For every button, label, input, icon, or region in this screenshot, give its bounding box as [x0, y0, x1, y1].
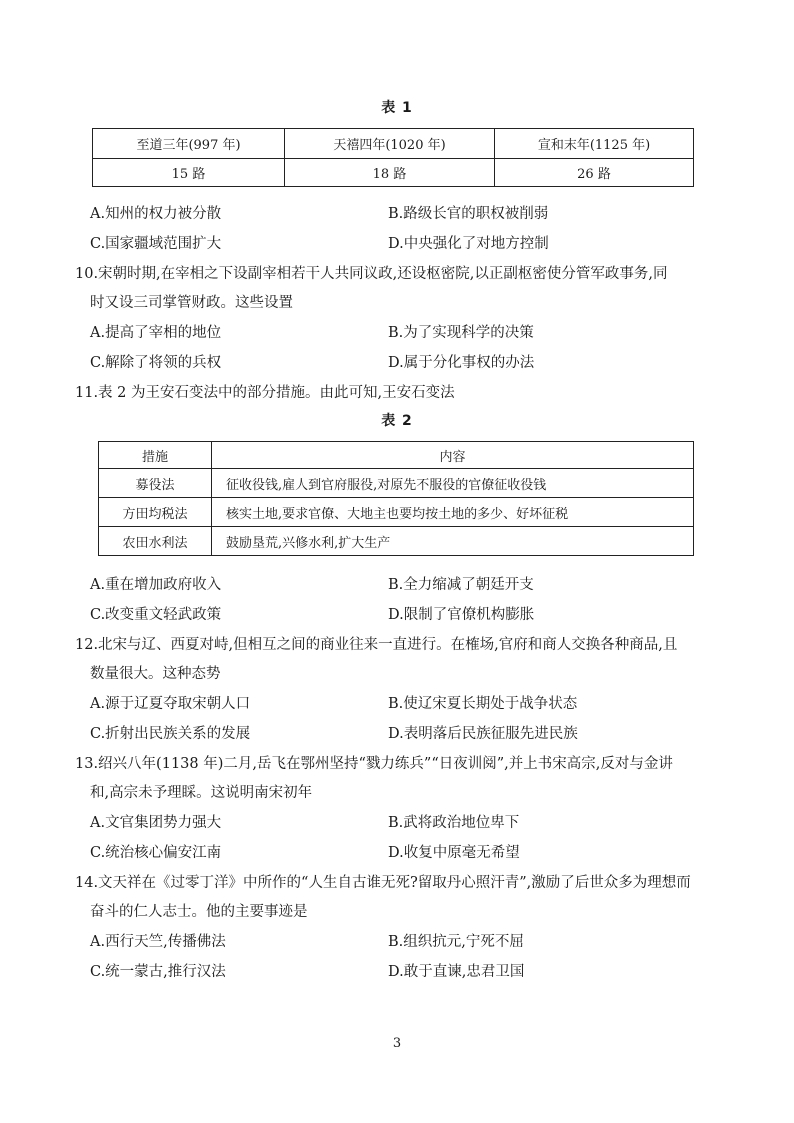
- q9-option-d: D.中央强化了对地方控制: [388, 236, 549, 252]
- q11-option-b: B.全力缩减了朝廷开支: [388, 577, 534, 593]
- q14-stem-line1: 14.文天祥在《过零丁洋》中所作的“人生自古谁无死?留取丹心照汗青”,激励了后世众多为理想而: [75, 875, 691, 891]
- q10-option-b: B.为了实现科学的决策: [388, 325, 534, 341]
- table2-header-cell: 措施: [99, 442, 212, 469]
- table2: [98, 441, 694, 556]
- q12-option-c: C.折射出民族关系的发展: [90, 726, 251, 742]
- q10-stem-line1: 10.宋朝时期,在宰相之下设副宰相若干人共同议政,还设枢密院,以正副枢密使分管军政事务,同: [75, 266, 668, 282]
- q14-option-b: B.组织抗元,宁死不屈: [388, 934, 524, 950]
- q10-stem-line2: 时又设三司掌管财政。这些设置: [90, 295, 293, 311]
- q12-stem-line2: 数量很大。这种态势: [90, 666, 221, 682]
- q11-stem: 11.表 2 为王安石变法中的部分措施。由此可知,王安石变法: [75, 385, 455, 401]
- table-row: [99, 469, 694, 498]
- q13-stem-line1: 13.绍兴八年(1138 年)二月,岳飞在鄂州坚持“戮力练兵”“日夜训阅”,并上书宋高宗,反对与金讲: [75, 756, 673, 772]
- table1-header-cell: 至道三年(997 年): [93, 129, 285, 159]
- table1: [92, 128, 694, 187]
- q13-option-b: B.武将政治地位卑下: [388, 815, 520, 831]
- table2-header-cell: 内容: [212, 442, 694, 469]
- q9-option-a: A.知州的权力被分散: [90, 206, 222, 222]
- q13-option-d: D.收复中原毫无希望: [388, 845, 520, 861]
- table1-value-cell: 18 路: [285, 159, 495, 187]
- table1-caption: 表 1: [381, 100, 413, 116]
- table-row: [99, 527, 694, 556]
- q13-option-c: C.统治核心偏安江南: [90, 845, 222, 861]
- q10-option-d: D.属于分化事权的办法: [388, 355, 535, 371]
- table1-header-cell: 宣和末年(1125 年): [495, 129, 694, 159]
- q12-option-b: B.使辽宋夏长期处于战争状态: [388, 696, 578, 712]
- table2-caption: 表 2: [381, 413, 413, 429]
- q12-option-d: D.表明落后民族征服先进民族: [388, 726, 578, 742]
- page-number: 3: [392, 1036, 402, 1051]
- q13-option-a: A.文官集团势力强大: [90, 815, 222, 831]
- q14-option-a: A.西行天竺,传播佛法: [90, 934, 226, 950]
- q11-option-a: A.重在增加政府收入: [90, 577, 222, 593]
- table1-value-cell: 26 路: [495, 159, 694, 187]
- q11-option-d: D.限制了官僚机构膨胀: [388, 607, 535, 623]
- table2-content-cell: 征收役钱,雇人到官府服役,对原先不服役的官僚征收役钱: [212, 469, 694, 498]
- q9-option-b: B.路级长官的职权被削弱: [388, 206, 549, 222]
- table2-measure-cell: 方田均税法: [99, 498, 212, 527]
- table1-value-cell: 15 路: [93, 159, 285, 187]
- table2-content-cell: 鼓励垦荒,兴修水利,扩大生产: [212, 527, 694, 556]
- q12-stem-line1: 12.北宋与辽、西夏对峙,但相互之间的商业往来一直进行。在榷场,官府和商人交换各种商品,且: [75, 637, 678, 653]
- q14-stem-line2: 奋斗的仁人志士。他的主要事迹是: [90, 904, 308, 920]
- table-row: [99, 498, 694, 527]
- table2-measure-cell: 募役法: [99, 469, 212, 498]
- q10-option-a: A.提高了宰相的地位: [90, 325, 222, 341]
- q14-option-c: C.统一蒙古,推行汉法: [90, 964, 226, 980]
- q9-option-c: C.国家疆域范围扩大: [90, 236, 222, 252]
- table2-measure-cell: 农田水利法: [99, 527, 212, 556]
- q12-option-a: A.源于辽夏夺取宋朝人口: [90, 696, 251, 712]
- q11-option-c: C.改变重文轻武政策: [90, 607, 222, 623]
- q13-stem-line2: 和,高宗未予理睬。这说明南宋初年: [90, 785, 313, 801]
- table1-header-cell: 天禧四年(1020 年): [285, 129, 495, 159]
- table2-content-cell: 核实土地,要求官僚、大地主也要均按土地的多少、好坏征税: [212, 498, 694, 527]
- q10-option-c: C.解除了将领的兵权: [90, 355, 222, 371]
- q14-option-d: D.敢于直谏,忠君卫国: [388, 964, 525, 980]
